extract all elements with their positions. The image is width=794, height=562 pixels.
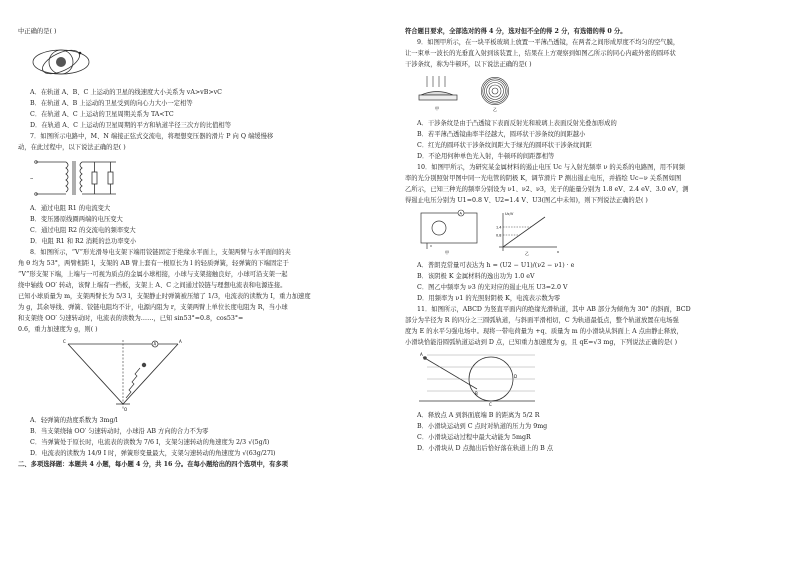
q10-option-d: D．用频率为 ν1 的光照射阴极 K，电流表示数为零	[417, 295, 561, 302]
q9-option-d: D．不论用何种单色光入射，牛顿环的间距都相等	[417, 153, 555, 160]
q8-option-d: D．电流表的读数为 14/9 I 时，弹簧形变量最大，支架匀速转动的角速度为 √(63g/27l)	[30, 450, 276, 457]
q9-option-c: C．红光的圆环状干涉条纹间距大于绿光的圆环状干涉条纹间距	[417, 142, 592, 149]
section-2-heading-cont: 符合题目要求，全部选对的得 4 分，选对但不全的得 2 分，有选错的得 0 分。	[405, 28, 627, 35]
svg-text:B: B	[475, 391, 478, 396]
q11-option-d: D．小滑块从 D 点抛出后恰好落在轨道上的 B 点	[417, 445, 554, 452]
q11-stem-line-1: 11．如图所示，ABCD 为竖直平面内的绝缘光滑轨道，其中 AB 部分为倾角为 30° 的斜面，BCD	[417, 306, 691, 313]
q10-fig-axis-y: Uc/V	[505, 212, 514, 216]
q10-option-b: B．该阴极 K 金属材料的逸出功为 1.0 eV	[417, 273, 535, 280]
q7-option-c: C．通过电阻 R2 的交流电的频率变大	[30, 227, 136, 234]
q8-stem-line-4: 绕中轴线 OO′ 转动，该臂上端有一挡板，支架上 A、C 之间通过铰链与理想电流表和电源连接。	[18, 282, 287, 289]
q9-fig-label-jia: 甲	[435, 106, 439, 111]
q6-option-b: B．在轨道 A、B 上运动的卫星受到的向心力大小一定相等	[30, 100, 193, 107]
q8-stem-line-8: 0.6，重力加速度为 g，则( )	[18, 326, 98, 333]
q11-stem-line-3: 度为 E 的水平匀强电场中。现将一带电荷量为 +q、质量为 m 的小滑块从斜面上 A 点由静止释放，	[405, 328, 683, 335]
transformer-circuit-figure	[30, 156, 126, 200]
q9-option-a: A．干涉条纹是由于凸透镜下表面反射光和玻璃上表面反射光叠加形成的	[417, 120, 617, 127]
q10-stem-line-4: 得遏止电压分别为 U1=0.8 V、U2=1.4 V、U3(图乙中未知)，则下列说法正确的是( )	[405, 197, 648, 204]
q6-option-a: A．在轨道 A、B、C 上运动的卫星的线速度大小关系为 vA>vB>vC	[30, 89, 222, 96]
q8-option-c: C．当弹簧处于原长时，电流表的读数为 7/6 I，支架匀速转动的角速度为 2/3 √(5g/l)	[30, 439, 270, 446]
q8-option-a: A．轻弹簧的劲度系数为 3mg/l	[30, 417, 118, 424]
q7-stem-line-1: 7．如图所示电路中，M、N 端接正弦式交流电，将理想变压器的滑片 P 向 Q 端缓慢移	[30, 133, 274, 140]
q9-stem-line-3: 干涉条纹，称为牛顿环，以下说法正确的是( )	[405, 61, 532, 68]
svg-text:A: A	[420, 352, 423, 357]
left-column	[18, 26, 363, 470]
q10-fig-tick-1-4: 1.4	[496, 225, 502, 230]
q11-option-b: B．小滑块运动到 C 点时对轨道的压力为 9mg	[417, 423, 548, 430]
q11-stem-line-4: 小滑块恰能沿圆弧轨道运动到 D 点，已知重力加速度为 g，且 qE=√3 mg，下列说法正确的是( )	[405, 339, 678, 346]
q7-option-a: A．通过电阻 R1 的电流变大	[30, 205, 111, 212]
right-column	[405, 26, 775, 454]
v-frame-figure	[58, 338, 188, 412]
q8-stem-line-3: “V”形支架下端，上端与一可视为质点的金属小球相接，小球与支架接触良好，小球可沿支架一起	[18, 271, 288, 278]
q11-option-a: A．释放点 A 到斜面底端 B 的距离为 5/2 R	[417, 412, 540, 419]
q9-option-b: B．若平薄凸透镜曲率半径越大，圆环状干涉条纹的间距越小	[417, 131, 586, 138]
q6-intro: 中正确的是( )	[18, 28, 57, 35]
satellite-orbits-figure	[30, 40, 92, 84]
q11-option-c: C．小滑块运动过程中最大动能为 5mgR	[417, 434, 531, 441]
svg-text:C: C	[489, 402, 492, 407]
svg-text:A: A	[459, 211, 462, 216]
q7-option-d: D．电阻 R1 和 R2 消耗的总功率变小	[30, 238, 137, 245]
svg-text:D: D	[514, 374, 518, 379]
svg-text:A: A	[153, 341, 157, 347]
q10-stem-line-3: 乙所示，已知三种光的频率分别设为 ν1、ν2、ν3，光子的能量分别为 1.8 eV、2.4 eV、3.0 eV，测	[405, 186, 689, 193]
svg-text:O: O	[124, 407, 128, 412]
q9-stem-line-2: 让一束单一波长的光垂直入射到该装置上，结果在上方观察到如图乙所示的同心内疏外密的圆环状	[405, 50, 676, 57]
q10-stem-line-2: 率的光分别照射甲图中同一光电管的阴极 K，调节滑片 P 测出遏止电压，并描绘 Uc−ν 关系图如图	[405, 175, 682, 182]
q9-fig-label-yi: 乙	[493, 107, 497, 112]
q8-stem-line-6: 为 g，其余导线、弹簧、铰链电阻均不计，电源内阻为 r，支架两臂上单位长度电阻为 R，当小球	[18, 304, 288, 311]
q8-stem-line-5: 已知小球质量为 m，支架两臂长为 5/3 l，支架静止时弹簧被压缩了 1/3，电流表的读数为 I，重力加速度	[18, 293, 311, 300]
svg-text:~: ~	[30, 176, 34, 181]
q7-stem-line-2: 动，在此过程中，以下说法正确的是( )	[18, 144, 126, 151]
q8-stem-line-2: 角 θ 均为 53°，两臂相距 l，支架的 AB 臂上套有一根原长为 l 的轻质弹簧，轻弹簧的下端固定于	[18, 260, 289, 267]
q10-option-a: A．普朗克常量可表达为 h = (U2 − U1)/(ν2 − ν1) · e	[417, 262, 575, 269]
q10-fig-tick-0-8: 0.8	[496, 233, 502, 238]
q10-stem-line-1: 10．如图甲所示，为研究某金属材料的遏止电压 Uc 与入射光频率 ν 的关系的电路图，用不同频	[417, 164, 685, 171]
q8-stem-line-7: 和支架绕 OO′ 匀速转动时，电流表的读数为……，已知 sin53°=0.8，cos53°=	[18, 315, 244, 322]
q10-fig-label-yi: 乙	[525, 251, 529, 256]
q11-stem-line-2: 部分为半径为 R 的四分之三圆弧轨道，与斜面平滑相切，C 为轨道最低点，整个轨道放置在电场强	[405, 317, 679, 324]
q10-option-c: C．图乙中频率为 ν3 的光对应的遏止电压 U3=2.0 V	[417, 284, 568, 291]
q8-option-b: B．当支架绕轴 OO′ 匀速转动时，小球沿 AB 方向的合力不为零	[30, 428, 209, 435]
q9-stem-line-1: 9．如图甲所示，在一块平板玻璃上放置一平薄凸透镜，在两者之间形成厚度不均匀的空气膜，	[417, 39, 680, 46]
q10-fig-label-jia: 甲	[445, 250, 449, 255]
photoelectric-figure	[417, 209, 567, 257]
q6-option-d: D．在轨道 A、C 上运动的卫星周期的平方和轨道半径三次方的比值相等	[30, 122, 232, 129]
incline-loop-figure	[417, 351, 537, 407]
newton-rings-figure	[417, 73, 527, 115]
svg-text:A: A	[179, 339, 182, 344]
section-2-heading: 二、多项选择题：本题共 4 小题，每小题 4 分，共 16 分。在每小题给出的四个选项中，有多项	[18, 461, 288, 468]
q8-stem-line-1: 8．如图所示，“V”形光滑导电支架下端用铰链固定于绝缘水平面上，支架两臂与水平面间的夹	[30, 249, 291, 256]
svg-text:C: C	[63, 339, 66, 344]
q6-option-c: C．在轨道 A、C 上运动的卫星周期关系为 TA<TC	[30, 111, 174, 118]
q10-fig-axis-x: ν	[557, 250, 560, 254]
q7-option-b: B．变压器原线圈两端的电压变大	[30, 216, 123, 223]
